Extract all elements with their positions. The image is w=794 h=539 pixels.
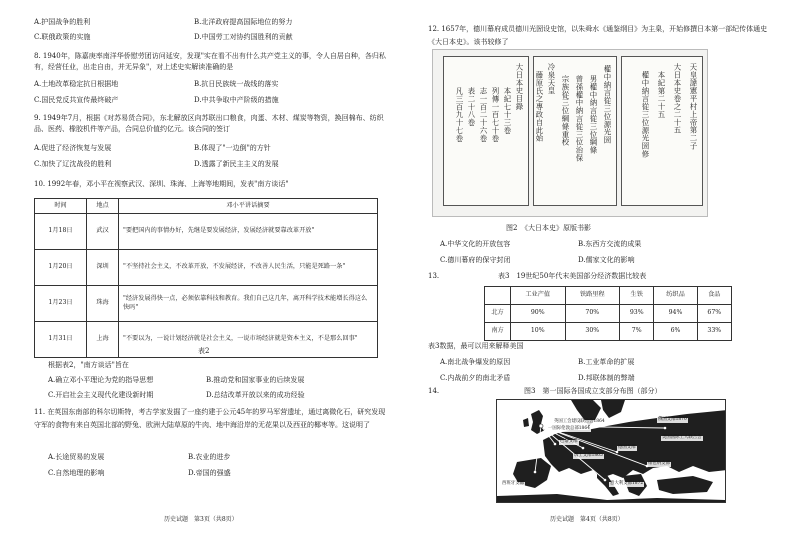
figure-2-caption: 图2 《大日本史》原版书影: [506, 224, 591, 232]
scroll-text: 權中納言從三位源光圀修: [641, 71, 650, 158]
q12-option-a[interactable]: A.中华文化的开放包容: [440, 240, 511, 248]
q9-option-c[interactable]: C.加快了辽沈战役的胜利: [34, 160, 112, 168]
q11-stem: 11. 在英国东南部的科尔切斯特，考古学家发掘了一座约建于公元45年的罗马军营遗址，通过离微化石，研究发现守军的食物有来自英国北部的野兔、欧洲大陆草原的牛肉、地中海沿岸的无花果以及西亚的椰枣等。这说明了: [34, 408, 386, 429]
q7-option-c[interactable]: C.联俄政策的实施: [34, 33, 91, 41]
page-footer: 历史试题 第4页（共8页）: [550, 516, 624, 523]
left-page: [34, 0, 394, 539]
scroll-text: 男權中納言從三位綱條: [589, 75, 598, 154]
table-cell: 南方: [485, 323, 511, 341]
table-cell-place: 武汉: [87, 213, 119, 249]
scroll-text: 大日本史目錄: [515, 63, 524, 111]
table-cell-date: 1月23日: [35, 285, 87, 321]
table-cell-place: 深圳: [87, 249, 119, 285]
scroll-text: 天皇諱憲平村上帝第二子: [689, 63, 698, 150]
q13-number: 13.: [428, 272, 440, 280]
q13-option-b[interactable]: B.工业革命的扩展: [578, 358, 635, 366]
q11-option-b[interactable]: B.农业的进步: [188, 453, 231, 461]
scroll-text: 權中納言從三位源光圀: [603, 65, 612, 144]
table-header-row: [485, 287, 732, 305]
table-header-cell: 食品: [697, 287, 731, 305]
figure-3-map: [496, 399, 726, 503]
scroll-text: 表二十八卷: [467, 87, 476, 127]
table-cell-date: 1月20日: [35, 249, 87, 285]
table-row: [35, 213, 378, 249]
table-cell-text: "要把国内的事情办好，先继是要发展经济，发展经济就要靠改革开放": [119, 213, 378, 249]
q8-option-a[interactable]: A.土地改革稳定抗日根据地: [34, 80, 119, 88]
table-header-cell: 工业产值: [511, 287, 566, 305]
table-cell: 70%: [565, 305, 620, 323]
table-header-cell: 地点: [87, 199, 119, 214]
q10-question: 根据表2，"南方谈话"旨在: [48, 361, 129, 369]
q11-option-d[interactable]: D.帝国的强盛: [188, 469, 231, 477]
europe-map-graphic: [497, 400, 726, 503]
table-row: [485, 323, 732, 341]
q10-table: [34, 198, 378, 358]
q13-option-c[interactable]: C.内战前夕的南北矛盾: [440, 374, 511, 382]
table-cell: 10%: [511, 323, 566, 341]
table-header-cell: 时间: [35, 199, 87, 214]
scroll-text: 列傳一百七十卷: [491, 87, 500, 143]
q10-option-c[interactable]: C.开启社会主义现代化建设新时期: [48, 391, 154, 399]
q10-option-a[interactable]: A.确立邓小平理论为党的指导思想: [48, 376, 154, 384]
q12-option-c[interactable]: C.德川幕府的保守封闭: [440, 256, 511, 264]
q12-option-d[interactable]: D.儒家文化的影响: [578, 256, 635, 264]
q13-table: [484, 286, 732, 341]
table-cell: 北方: [485, 305, 511, 323]
map-label: 西班牙支部: [502, 481, 524, 486]
q12-stem: 12. 1657年，德川幕府成员德川光圀设史馆，以朱舜水《通鉴纲目》为主臬，开始修撰日本第一部纪传体通史《大日本史》。该书较修了: [428, 25, 768, 47]
right-page: [428, 0, 780, 539]
q7-option-a[interactable]: A.护国战争的胜利: [34, 18, 91, 26]
table-cell-date: 1月18日: [35, 213, 87, 249]
scroll-text: 凡三百九十七卷: [455, 87, 464, 143]
table-cell: 93%: [620, 305, 654, 323]
map-label: 瑞士支部1865: [574, 453, 603, 458]
q9-stem: 9. 1949年7月，根据《对苏易货合同》，东北解放区向苏联出口粮食，肉蛋、木材、煤炭等物资，换回棉布、纺织品、医药、橡胶机件等产品，合同总价值约亿元。该合同的签订: [34, 114, 384, 133]
table-cell: 7%: [620, 323, 654, 341]
table-row: [35, 249, 378, 285]
scroll-text: 本紀第二十五: [657, 71, 666, 119]
table-cell-place: 珠海: [87, 285, 119, 321]
map-label: 意大利支部1872: [610, 481, 644, 486]
q13-option-a[interactable]: A.南北战争爆发的原因: [440, 358, 511, 366]
table-header-cell: 铁路里程: [565, 287, 620, 305]
q8-stem: 8. 1940年，陈嘉庚率南洋华侨慰劳团访问延安，发现"实在看不出有什么共产党主义的事，令人自居自种，各归私有，经营任业，出走自由，并无异象"，对上述史实解读准确的是: [34, 52, 386, 71]
map-label: 英国工会建设联合会1864: [554, 419, 605, 424]
table-cell-date: 1月31日: [35, 321, 87, 357]
q8-option-b[interactable]: B.抗日民族统一战线的落实: [194, 80, 279, 88]
book-page-2: [533, 56, 617, 206]
table-cell: 33%: [697, 323, 731, 341]
scroll-text: 藤原氏之專政自此始: [535, 71, 544, 143]
book-page-1: [443, 56, 529, 206]
map-label: 巴黎支部: [560, 439, 578, 444]
table-header-cell: 纺织品: [654, 287, 697, 305]
table-cell: 67%: [697, 305, 731, 323]
scroll-text: 曾孫權中納言從三位治保: [575, 75, 584, 162]
table-row: [485, 305, 732, 323]
q11-option-c[interactable]: C.自然地理的影响: [48, 469, 105, 477]
table-cell-place: 上海: [87, 321, 119, 357]
q12-option-b[interactable]: B.东西方交流的成果: [578, 240, 642, 248]
table-cell-text: "不要以为，一说计划经济就是社会主义，一说市场经济就是资本主义，不是那么回事": [119, 321, 378, 357]
map-label: 俄国支部1870: [658, 417, 687, 422]
q7-option-b[interactable]: B.北洋政府提高国际地位的努力: [194, 18, 293, 26]
page-footer: 历史试题 第3页（共8页）: [164, 516, 238, 523]
scroll-text: 宗族從三位綱條重校: [561, 75, 570, 147]
table-cell: 94%: [654, 305, 697, 323]
q8-option-c[interactable]: C.国民党反共宣传最终破产: [34, 96, 119, 104]
table-header-cell: 邓小平讲话摘要: [119, 199, 378, 214]
q7-option-d[interactable]: D.中国劳工对协约国胜利的贡献: [194, 33, 293, 41]
scroll-text: 冷泉天皇: [547, 63, 556, 95]
table-header-row: [35, 199, 378, 214]
scroll-text: 本紀七十三卷: [503, 87, 512, 135]
table-cell: 6%: [654, 323, 697, 341]
q9-option-a[interactable]: A.促进了经济恢复与发展: [34, 144, 112, 152]
map-label: 一国际伦敦总部1864: [548, 426, 590, 431]
scroll-text: 志一百二十六卷: [479, 87, 488, 143]
scroll-text: 大日本史卷之二十五: [673, 63, 682, 135]
q10-option-d[interactable]: D.总结改革开放以来的成功经验: [206, 391, 305, 399]
q13-option-d[interactable]: D.邦联体制的弊端: [578, 374, 635, 382]
q13-question: 表3数据，最可以用来解释美国: [428, 342, 524, 350]
map-label: 德国支部: [618, 445, 636, 450]
book-page-3: [621, 56, 703, 206]
table-header-cell: [485, 287, 511, 305]
table-row: [35, 285, 378, 321]
figure-3-caption: 图3 第一国际各国成立支部分布图（部分）: [524, 387, 662, 395]
table-cell: 90%: [511, 305, 566, 323]
table-cell: 30%: [565, 323, 620, 341]
q14-number: 14.: [428, 387, 440, 395]
q11-option-a[interactable]: A.长途贸易的发展: [48, 453, 105, 461]
q10-stem: 10. 1992年春，邓小平在视察武汉、深圳、珠海、上海等地期间，发表"南方谈话": [34, 180, 289, 188]
map-label: 美国国际工人联合会: [662, 435, 702, 440]
table-cell-text: "不坚持社会主义，不改革开放，不发展经济，不改善人民生活，只能是死路一条": [119, 249, 378, 285]
figure-2-book-scan: [432, 49, 708, 217]
map-label: 维也纳支部: [648, 461, 670, 466]
table-header-cell: 生铁: [620, 287, 654, 305]
q8-option-d[interactable]: D.中共争取中产阶级的措施: [194, 96, 279, 104]
q10-option-b[interactable]: B.推动党和国家事业的后续发展: [206, 376, 305, 384]
q9-option-d[interactable]: D.透露了新民主主义的发展: [194, 160, 279, 168]
q9-option-b[interactable]: B.体现了"一边倒"的方针: [194, 144, 271, 152]
table-cell-text: "经济发展得快一点，必须依靠科技和教育。我们自己这几年，离开科学技术能增长得这么快吗": [119, 285, 378, 321]
q13-table-title: 表3 19世纪50年代末美国部分经济数据比较表: [498, 272, 647, 280]
table-caption: 表2: [198, 347, 210, 355]
